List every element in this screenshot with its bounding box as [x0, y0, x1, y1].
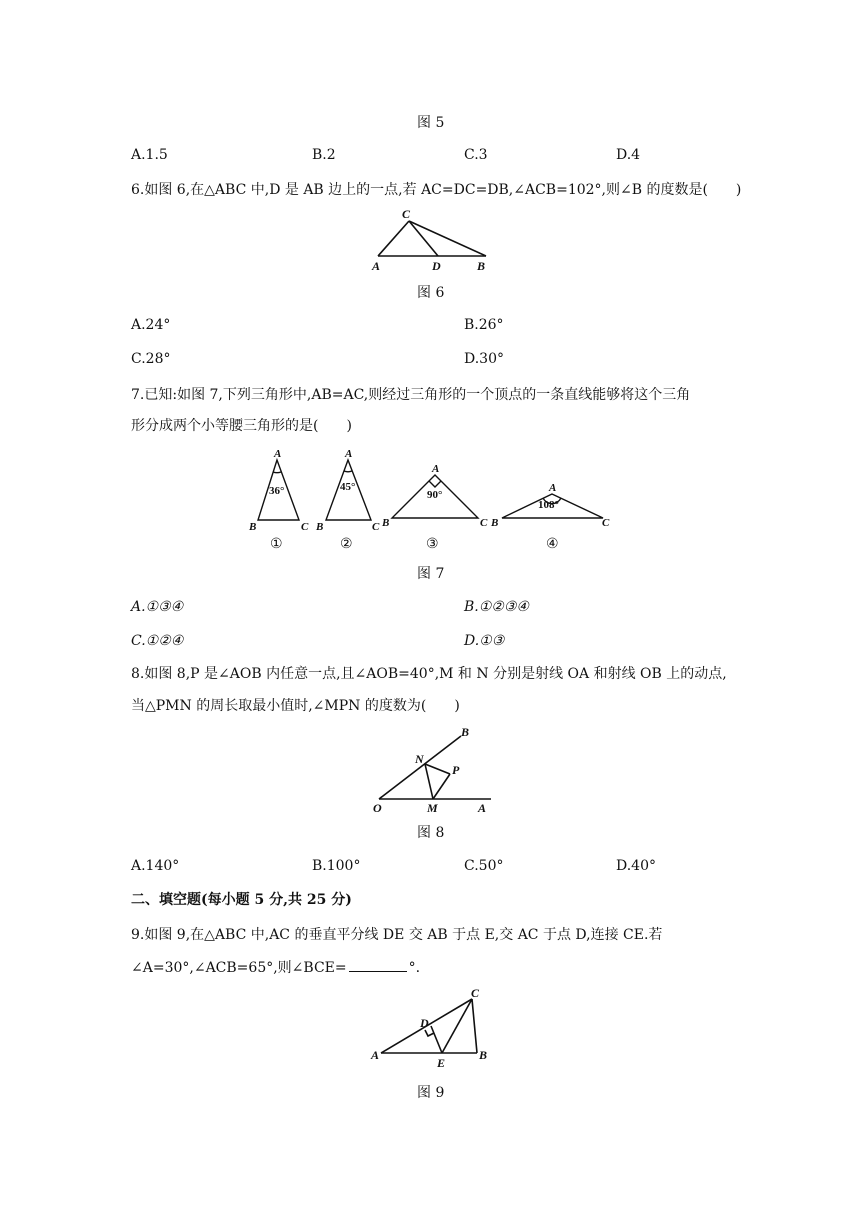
q6-option-b: B.26° — [464, 317, 504, 333]
label-d: D — [420, 1016, 429, 1030]
q9-text-line2 — [131, 958, 420, 978]
t2-label-a: A — [345, 448, 353, 460]
q9-text-line1: 9.如图 9,在△ABC 中,AC 的垂直平分线 DE 交 AB 于点 E,交 AC 于点 D,连接 CE.若 — [131, 927, 663, 943]
t1-label-a: A — [274, 448, 282, 460]
label-b: B — [479, 1048, 488, 1062]
label-a: A — [371, 1048, 380, 1062]
q7-option-c: C.①②④ — [131, 633, 184, 649]
q8-option-c: C.50° — [464, 858, 504, 874]
t3-number: ③ — [426, 537, 439, 552]
label-e: E — [437, 1056, 446, 1070]
q8-text-line1: 8.如图 8,P 是∠AOB 内任意一点,且∠AOB=40°,M 和 N 分别是射线 OA 和射线 OB 上的动点, — [131, 666, 727, 682]
figure-6-caption: 图 6 — [417, 285, 445, 301]
label-b: B — [477, 259, 486, 273]
t1-number: ① — [270, 537, 283, 552]
segment-cd — [409, 221, 438, 256]
right-angle-mark-3 — [429, 481, 441, 487]
t4-label-a: A — [549, 482, 557, 494]
t4-label-c: C — [602, 517, 610, 529]
t1-label-c: C — [301, 521, 309, 533]
t3-label-c: C — [480, 517, 488, 529]
q8-option-b: B.100° — [312, 858, 361, 874]
t3-angle: 90° — [427, 489, 443, 501]
label-b: B — [461, 725, 470, 739]
segment-nm — [425, 764, 433, 799]
figure-5-caption: 图 5 — [417, 115, 445, 131]
angle-arc-2 — [344, 471, 352, 472]
segment-cb — [409, 221, 486, 256]
label-c: C — [402, 207, 411, 221]
q5-option-b: B.2 — [312, 147, 336, 163]
label-c: C — [471, 986, 480, 1000]
q6-text: 6.如图 6,在△ABC 中,D 是 AB 边上的一点,若 AC=DC=DB,∠ACB=102°,则∠B 的度数是( ) — [131, 182, 742, 198]
figure-7-diagram — [240, 440, 620, 555]
q5-option-c: C.3 — [464, 147, 488, 163]
t4-number: ④ — [546, 537, 559, 552]
q7-option-d: D.①③ — [464, 633, 505, 649]
label-a: A — [478, 801, 487, 814]
q6-option-c: C.28° — [131, 351, 171, 367]
figure-9-diagram — [365, 985, 495, 1070]
segment-ac — [378, 221, 409, 256]
segment-np — [425, 764, 450, 774]
t2-number: ② — [340, 537, 353, 552]
q6-option-a: A.24° — [131, 317, 171, 333]
label-m: M — [427, 801, 438, 814]
t3-label-a: A — [432, 463, 440, 475]
q7-text-line1: 7.已知:如图 7,下列三角形中,AB=AC,则经过三角形的一个顶点的一条直线能够将这个三角 — [131, 387, 691, 403]
t4-label-b: B — [491, 517, 499, 529]
label-p: P — [452, 763, 460, 777]
segment-pm — [433, 774, 450, 799]
segment-de — [431, 1026, 442, 1053]
t1-label-b: B — [249, 521, 257, 533]
t1-angle: 36° — [269, 485, 285, 497]
figure-7-caption: 图 7 — [417, 566, 445, 582]
q8-text-line2: 当△PMN 的周长取最小值时,∠MPN 的度数为( ) — [131, 698, 460, 714]
t3-label-b: B — [382, 517, 390, 529]
label-n: N — [415, 752, 424, 766]
q7-option-b: B.①②③④ — [464, 599, 529, 615]
figure-9-caption: 图 9 — [417, 1085, 445, 1101]
q5-option-a: A.1.5 — [131, 147, 168, 163]
figure-6-diagram — [360, 200, 500, 276]
figure-8-caption: 图 8 — [417, 825, 445, 841]
t2-label-b: B — [316, 521, 324, 533]
t4-angle: 108° — [538, 499, 559, 511]
q8-option-d: D.40° — [616, 858, 656, 874]
section-2-heading: 二、填空题(每小题 5 分,共 25 分) — [131, 892, 352, 908]
q9-text-line2-post: °. — [408, 960, 421, 976]
label-o: O — [373, 801, 382, 814]
q9-text-line2-pre: ∠A=30°,∠ACB=65°,则∠BCE= — [131, 960, 347, 976]
q5-option-d: D.4 — [616, 147, 641, 163]
q8-option-a: A.140° — [131, 858, 180, 874]
angle-arc-1 — [273, 472, 281, 473]
ray-ob — [379, 736, 461, 799]
q6-option-d: D.30° — [464, 351, 504, 367]
q7-option-a: A.①③④ — [131, 599, 184, 615]
t2-label-c: C — [372, 521, 380, 533]
label-d: D — [432, 259, 441, 273]
label-a: A — [372, 259, 381, 273]
q7-text-line2: 形分成两个小等腰三角形的是( ) — [131, 418, 352, 434]
t2-angle: 45° — [340, 481, 356, 493]
q9-answer-blank[interactable] — [349, 959, 407, 972]
figure-8-diagram — [365, 722, 505, 814]
segment-cb — [472, 999, 477, 1053]
